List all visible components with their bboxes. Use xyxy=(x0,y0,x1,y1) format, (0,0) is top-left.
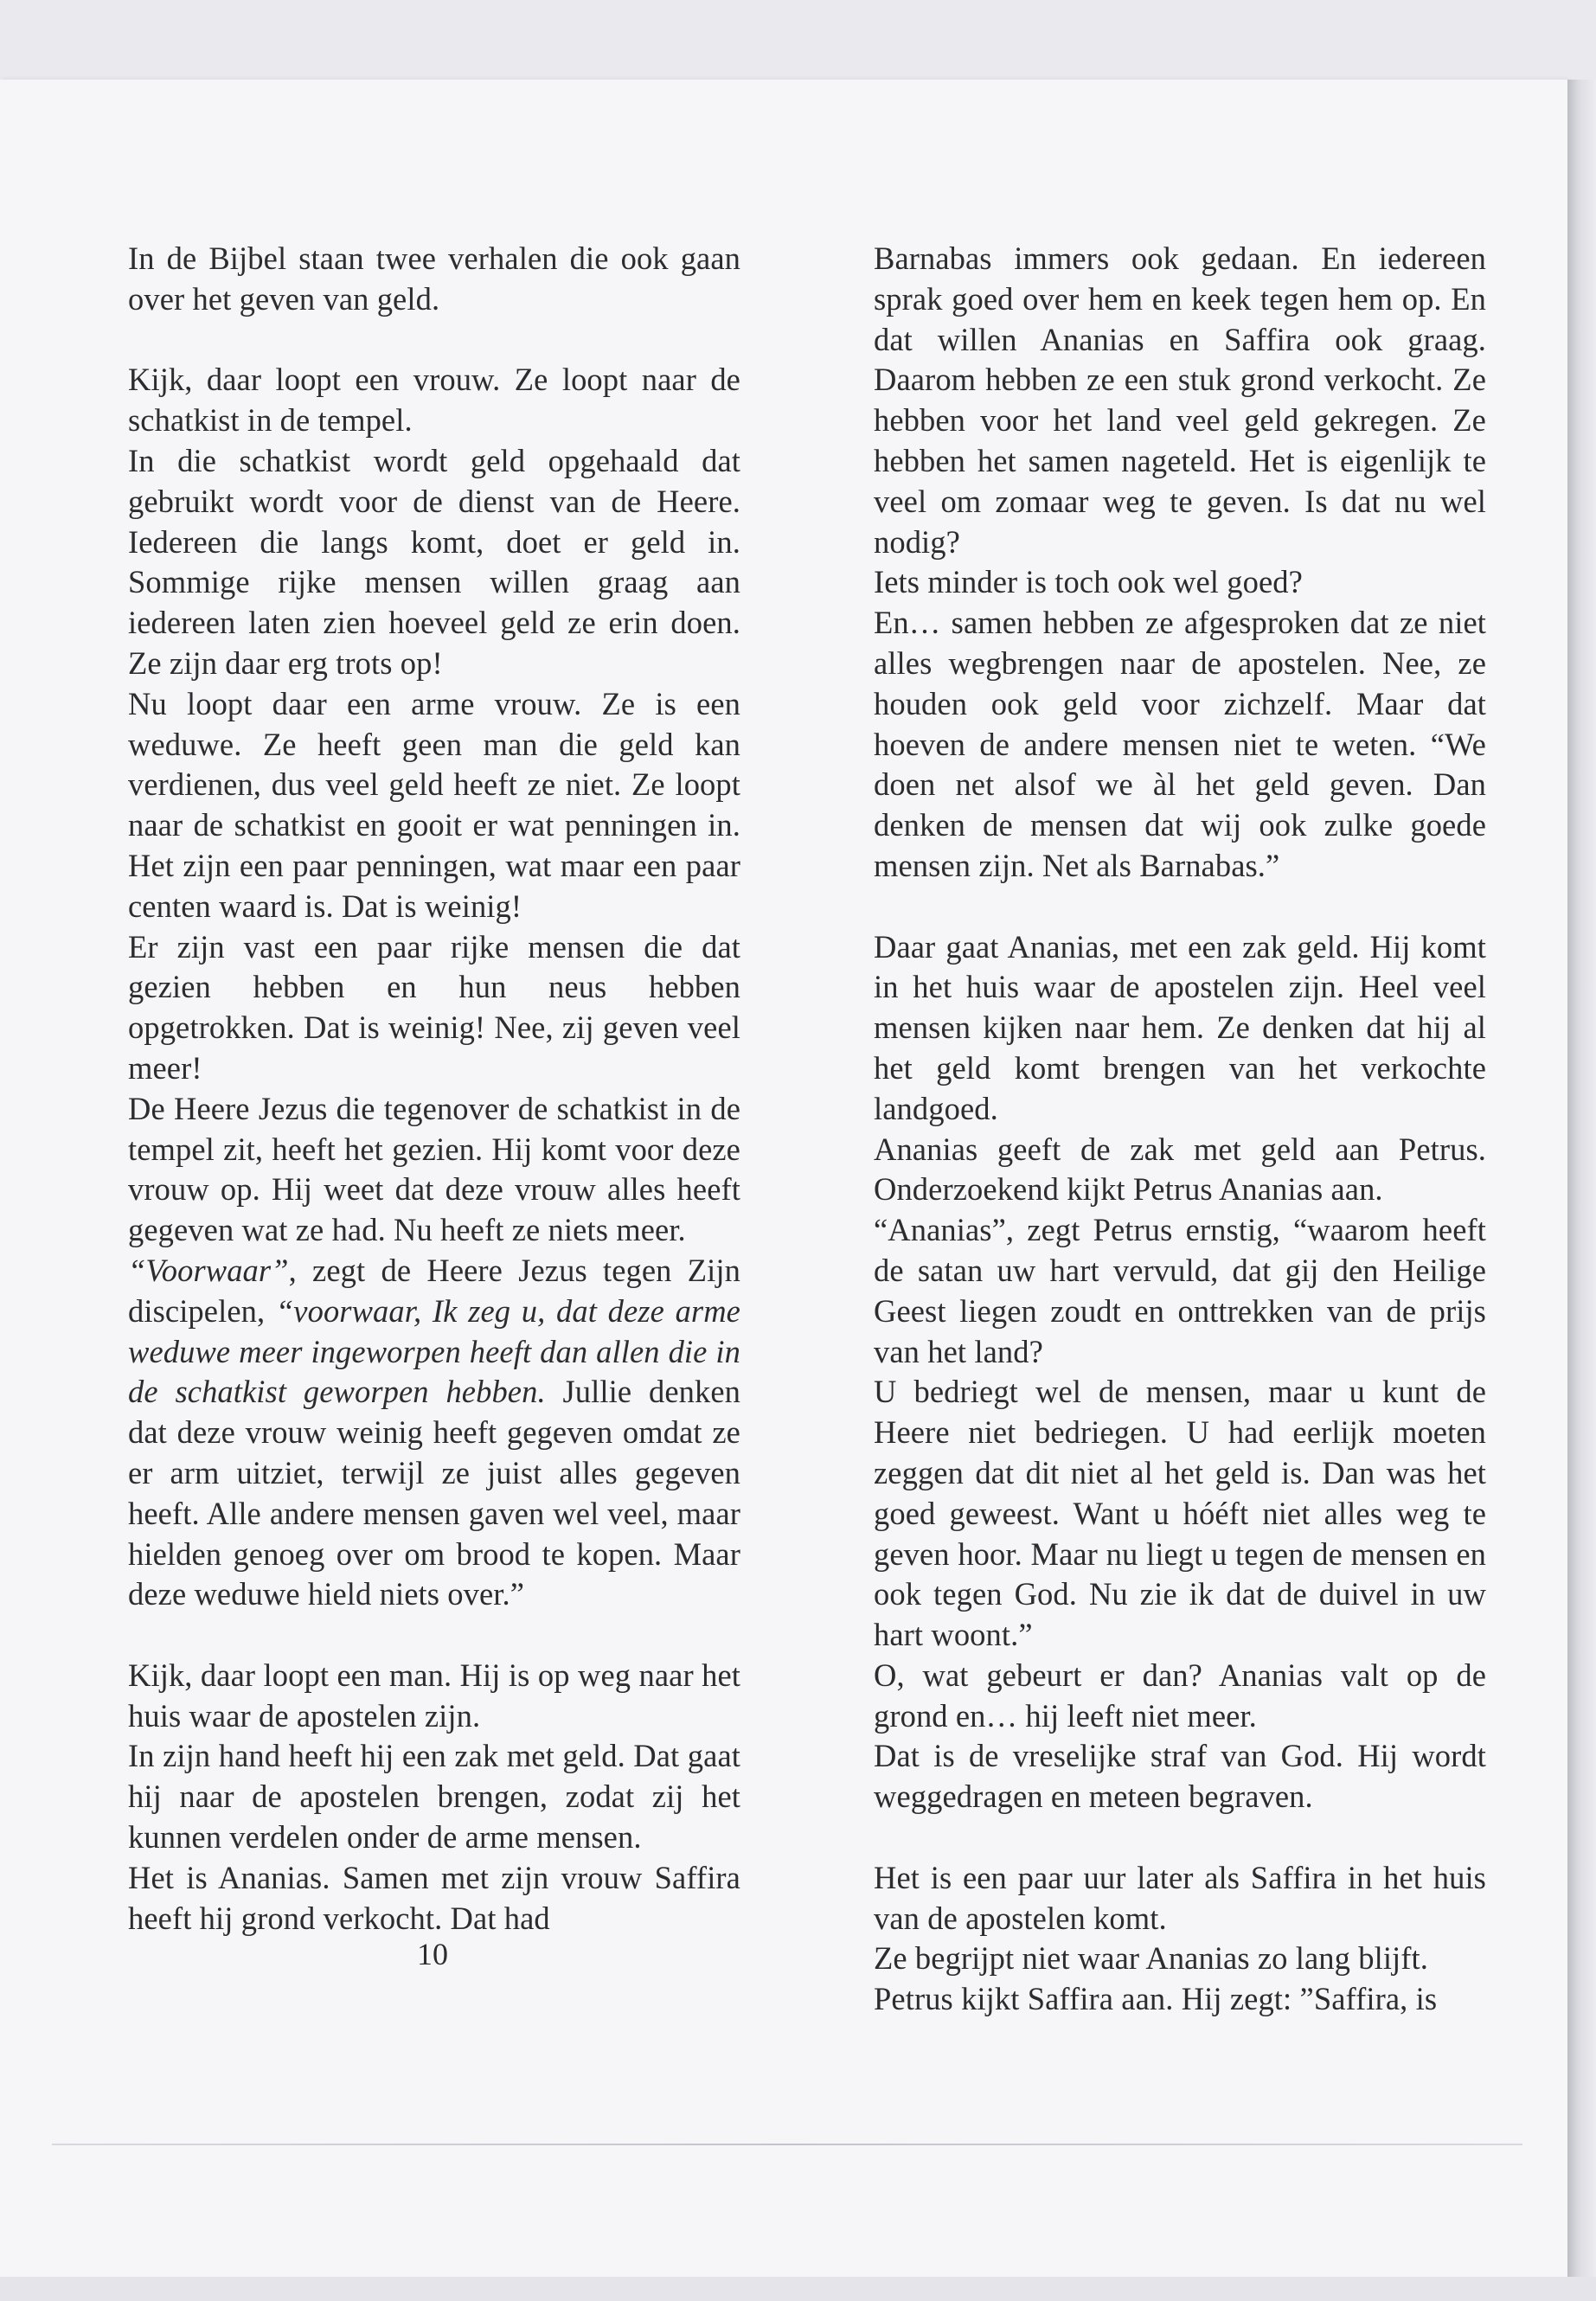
left-column xyxy=(128,239,740,1939)
scripture-quote: “voorwaar, Ik zeg u, dat deze arme weduwe meer ingeworpen heeft dan allen die in de schatkist geworpen hebben. xyxy=(128,1292,740,1410)
paragraph-gap xyxy=(128,320,740,361)
paragraph: Barnabas immers ook gedaan. En iedereen sprak goed over hem en keek tegen hem op. En dat willen Ananias en Saffira ook graag. Daarom hebben ze een stuk grond verkocht. Ze hebben voor het land veel geld gekregen. Ze hebben het samen nageteld. Het is eigenlijk te veel om zomaar weg te geven. Is dat nu wel nodig? xyxy=(874,240,1486,560)
quote-opening: “Voorwaar” xyxy=(128,1252,289,1288)
page-edge-shadow xyxy=(1567,80,1596,2277)
quote-paragraph xyxy=(128,1251,740,1615)
paragraph-gap xyxy=(874,1817,1486,1858)
page-number: 10 xyxy=(417,1937,448,1971)
paragraph: In zijn hand heeft hij een zak met geld. Dat gaat hij naar de apostelen brengen, zodat zij het kunnen verdelen onder de arme mensen. xyxy=(128,1738,740,1856)
paragraph: Ananias geeft de zak met geld aan Petrus. Onderzoekend kijkt Petrus Ananias aan. xyxy=(874,1131,1486,1208)
paragraph: Dat is de vreselijke straf van God. Hij wordt weggedragen en meteen begraven. xyxy=(874,1738,1486,1815)
paragraph: Daar gaat Ananias, met een zak geld. Hij komt in het huis waar de apostelen zijn. Heel veel mensen kijken naar hem. Ze denken dat hij al het geld komt brengen van het verkochte landgoed. xyxy=(874,928,1486,1126)
paragraph: Kijk, daar loopt een vrouw. Ze loopt naar de schatkist in de tempel. xyxy=(128,362,740,439)
paragraph: Kijk, daar loopt een man. Hij is op weg naar het huis waar de apostelen zijn. xyxy=(128,1657,740,1734)
paragraph: Het is een paar uur later als Saffira in het huis van de apostelen komt. xyxy=(874,1859,1486,1936)
paragraph: Petrus kijkt Saffira aan. Hij zegt: ”Saffira, is xyxy=(874,1981,1438,2017)
paragraph: Er zijn vast een paar rijke mensen die dat gezien hebben en hun neus hebben opgetrokken. Dat is weinig! Nee, zij geven veel meer! xyxy=(128,928,740,1086)
paragraph: Ze begrijpt niet waar Ananias zo lang blijft. xyxy=(874,1940,1429,1977)
paragraph: In de Bijbel staan twee verhalen die ook gaan over het geven van geld. xyxy=(128,240,740,317)
paragraph: In die schatkist wordt geld opgehaald dat gebruikt wordt voor de dienst van de Heere. Iedereen die langs komt, doet er geld in. Sommige rijke mensen willen graag aan iedereen laten zien hoeveel geld ze erin doen. Ze zijn daar erg trots op! xyxy=(128,442,740,681)
paragraph: Het is Ananias. Samen met zijn vrouw Saffira heeft hij grond verkocht. Dat had xyxy=(128,1859,740,1936)
paragraph: Nu loopt daar een arme vrouw. Ze is een weduwe. Ze heeft geen man die geld kan verdienen, dus veel geld heeft ze niet. Ze loopt naar de schatkist en gooit er wat penningen in. Het zijn een paar penningen, wat maar een paar centen waard is. Dat is weinig! xyxy=(128,685,740,924)
paragraph: O, wat gebeurt er dan? Ananias valt op de grond en… hij leeft niet meer. xyxy=(874,1657,1486,1734)
paragraph: En… samen hebben ze afgesproken dat ze niet alles wegbrengen naar de apostelen. Nee, ze houden ook geld voor zichzelf. Maar dat hoeven de andere mensen niet te weten. “We doen net alsof we àl het geld geven. Dan denken de mensen dat wij ook zulke goede mensen zijn. Net als Barnabas.” xyxy=(874,605,1486,883)
paragraph: Iets minder is toch ook wel goed? xyxy=(874,564,1303,600)
paragraph-gap xyxy=(128,1615,740,1656)
paragraph: “Ananias”, zegt Petrus ernstig, “waarom heeft de satan uw hart vervuld, dat gij den Heilige Geest liegen zoudt en onttrekken van de prijs van het land? xyxy=(874,1212,1486,1369)
scan-bottom-margin xyxy=(0,2277,1596,2301)
quote-explanation: Jullie denken dat deze vrouw weinig heeft gegeven omdat ze er arm uitziet, terwijl ze juist alles gegeven heeft. Alle andere mensen gaven wel veel, maar hielden genoeg over om brood te kopen. Maar deze weduwe hield niets over.” xyxy=(128,1374,740,1612)
paragraph: De Heere Jezus die tegenover de schatkist in de tempel zit, heeft het gezien. Hij komt voor deze vrouw op. Hij weet dat deze vrouw alles heeft gegeven wat ze had. Nu heeft ze niets meer. xyxy=(128,1090,740,1248)
right-column xyxy=(874,239,1486,2020)
quote-attribution: , zegt de Heere Jezus tegen Zijn discipelen, xyxy=(128,1252,740,1329)
paragraph: U bedriegt wel de mensen, maar u kunt de Heere niet bedriegen. U had eerlijk moeten zeggen dat dit niet al het geld is. Dan was het goed geweest. Want u hóéft niet alles weg te geven hoor. Maar nu liegt u tegen de mensen en ook tegen God. Nu zie ik dat de duivel in uw hart woont.” xyxy=(874,1374,1486,1653)
paragraph-gap xyxy=(874,887,1486,927)
bottom-rule xyxy=(52,2144,1522,2145)
